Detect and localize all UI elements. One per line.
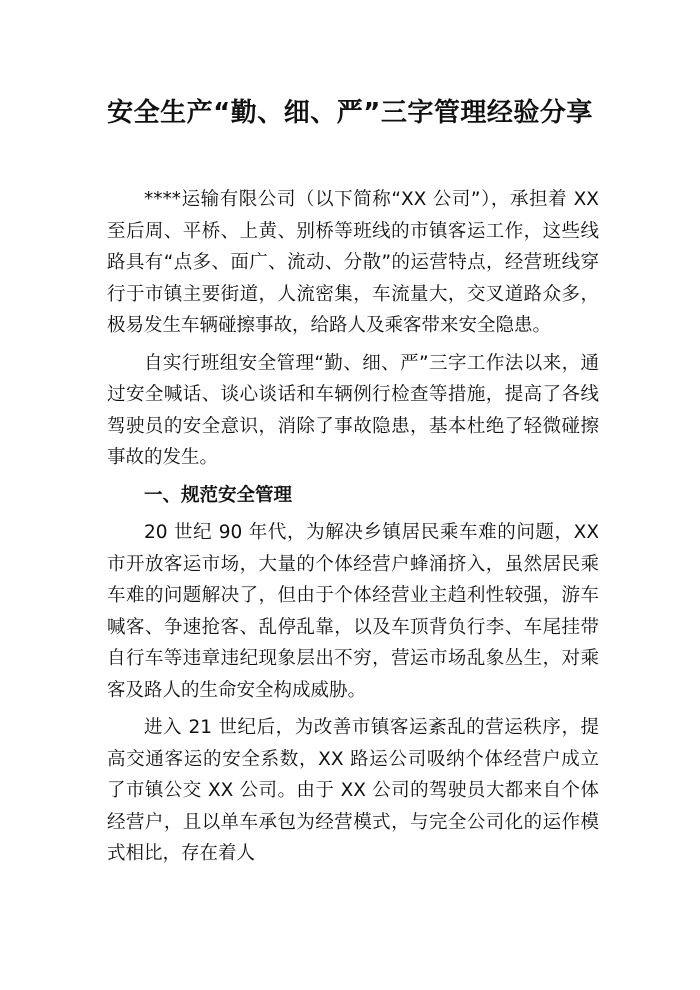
- document-title: 安全生产“勤、细、严”三字管理经验分享: [107, 98, 593, 128]
- reform-paragraph: 进入 21 世纪后，为改善市镇客运紊乱的营运秩序，提高交通客运的安全系数，XX 路运公司吸纳个体经营户成立了市镇公交 XX 公司。由于 XX 公司的驾驶员大都来自个体经营户，且以单车承包为经营模式，与完全公司化的运作模式相比，存在着人: [107, 717, 599, 864]
- history-paragraph: 20 世纪 90 年代，为解决乡镇居民乘车难的问题，XX 市开放客运市场，大量的个体经营户蜂涌挤入，虽然居民乘车难的问题解决了，但由于个体经营业主趋利性较强，游车喊客、争速抢客、乱停乱靠，以及车顶背负行李、车尾挂带自行车等违章违纪现象层出不穷，营运市场乱象丛生，对乘客及路人的生命安全构成威胁。: [107, 522, 599, 701]
- section-heading: 一、规范安全管理: [144, 484, 293, 506]
- document-body: [107, 184, 599, 876]
- method-paragraph: 自实行班组安全管理“勤、细、严”三字工作法以来，通过安全喊话、谈心谈话和车辆例行检查等措施，提高了各线驾驶员的安全意识，消除了事故隐患，基本杜绝了轻微碰擦事故的发生。: [107, 352, 599, 468]
- intro-paragraph: ****运输有限公司（以下简称“XX 公司”），承担着 XX 至后周、平桥、上黄、别桥等班线的市镇客运工作，这些线路具有“点多、面广、流动、分散”的运营特点，经营班线穿行于市镇主要街道，人流密集，车流量大，交叉道路众多，极易发生车辆碰擦事故，给路人及乘客带来安全隐患。: [107, 189, 599, 336]
